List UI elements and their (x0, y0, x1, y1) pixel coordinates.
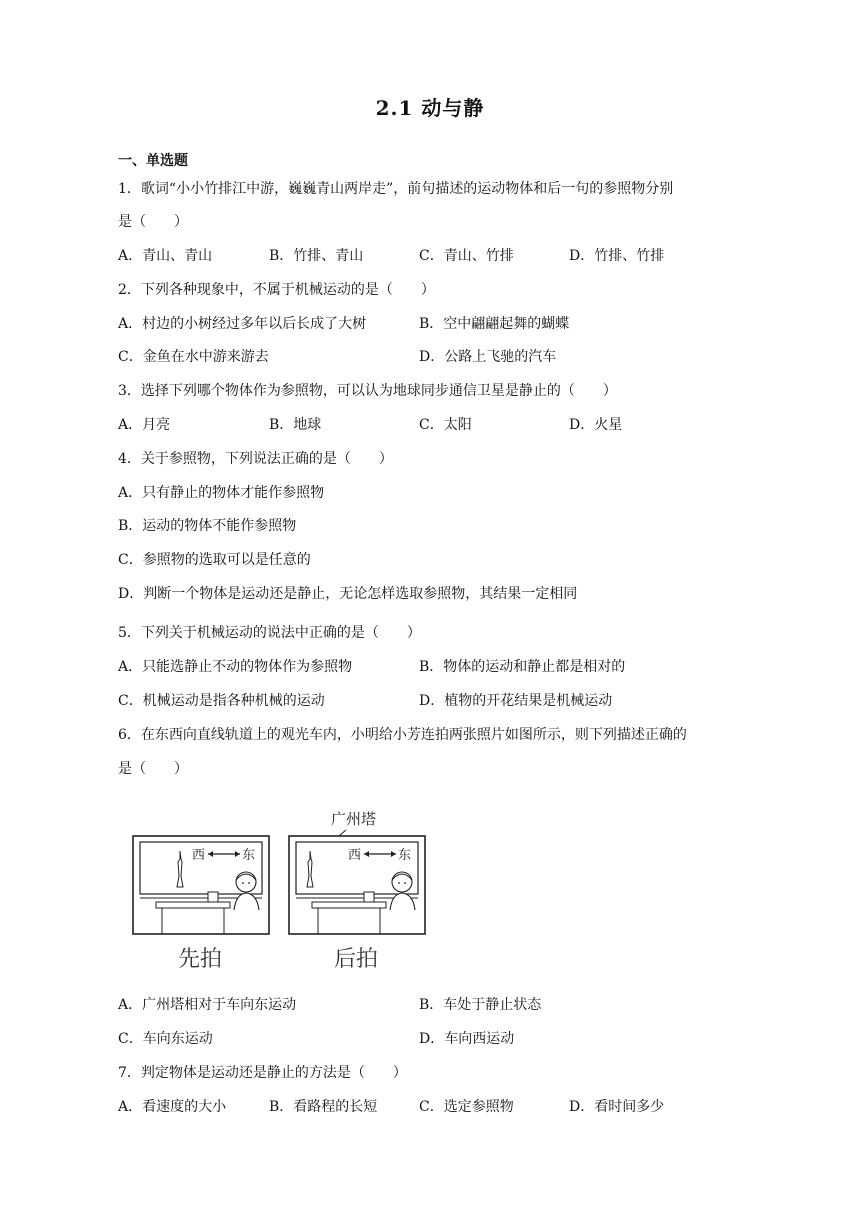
question-5-stem: 5．下列关于机械运动的说法中正确的是（ ） (118, 625, 421, 641)
q3-option-b: B．地球 (269, 417, 322, 433)
east-label: 东 (398, 848, 412, 863)
q5-option-b: B．物体的运动和静止都是相对的 (419, 659, 626, 675)
q1-option-b: B．竹排、青山 (269, 248, 364, 264)
question-3-stem: 3．选择下列哪个物体作为参照物，可以认为地球同步通信卫星是静止的（ ） (118, 383, 617, 399)
question-4-stem: 4．关于参照物，下列说法正确的是（ ） (118, 451, 393, 467)
q2-option-d: D．公路上飞驰的汽车 (419, 349, 557, 365)
west-label: 西 (348, 848, 362, 863)
table-icon (312, 902, 386, 908)
east-label: 东 (242, 848, 256, 863)
question-7-stem: 7．判定物体是运动还是静止的方法是（ ） (118, 1065, 407, 1081)
question-6-stem-cont: 是（ ） (118, 761, 188, 777)
q4-option-d: D．判断一个物体是运动还是静止，无论怎样选取参照物，其结果一定相同 (118, 586, 578, 602)
question-6-stem: 6．在东西向直线轨道上的观光车内，小明给小芳连拍两张照片如图所示，则下列描述正确的 (118, 727, 687, 743)
section-heading: 一、单选题 (118, 153, 188, 169)
q2-option-a: A．村边的小树经过多年以后长成了大树 (118, 316, 367, 332)
q4-option-a: A．只有静止的物体才能作参照物 (118, 485, 325, 501)
q1-option-c: C．青山、竹排 (419, 248, 514, 264)
q7-option-b: B．看路程的长短 (269, 1099, 378, 1115)
q6-option-d: D．车向西运动 (419, 1031, 515, 1047)
train-photos-diagram (126, 806, 446, 981)
photo-second (289, 836, 425, 934)
photo-first (133, 836, 269, 934)
q7-option-a: A．看速度的大小 (118, 1099, 227, 1115)
photo-figure (126, 806, 446, 981)
q2-option-c: C．金鱼在水中游来游去 (118, 349, 269, 365)
cup-icon (364, 892, 374, 902)
q6-option-c: C．车向东运动 (118, 1031, 213, 1047)
q5-option-a: A．只能选静止不动的物体作为参照物 (118, 659, 353, 675)
table-icon (156, 902, 230, 908)
question-2-stem: 2．下列各种现象中，不属于机械运动的是（ ） (118, 282, 435, 298)
caption-first: 先拍 (178, 947, 223, 972)
q4-option-c: C．参照物的选取可以是任意的 (118, 552, 311, 568)
q7-option-d: D．看时间多少 (569, 1099, 665, 1115)
q3-option-a: A．月亮 (118, 417, 171, 433)
q3-option-c: C．太阳 (419, 417, 472, 433)
west-label: 西 (192, 848, 206, 863)
q5-option-d: D．植物的开花结果是机械运动 (419, 693, 613, 709)
question-1-stem-cont: 是（ ） (118, 214, 188, 230)
tower-label: 广州塔 (331, 810, 377, 828)
q1-option-d: D．竹排、竹排 (569, 248, 665, 264)
q3-option-d: D．火星 (569, 417, 623, 433)
q5-option-c: C．机械运动是指各种机械的运动 (118, 693, 325, 709)
cup-icon (208, 892, 218, 902)
q1-option-a: A．青山、青山 (118, 248, 213, 264)
caption-second: 后拍 (334, 947, 379, 972)
q6-option-b: B．车处于静止状态 (419, 997, 542, 1013)
q6-option-a: A．广州塔相对于车向东运动 (118, 997, 297, 1013)
q4-option-b: B．运动的物体不能作参照物 (118, 518, 297, 534)
page-title: 2.1 动与静 (375, 96, 485, 120)
q7-option-c: C．选定参照物 (419, 1099, 514, 1115)
question-1-stem: 1．歌词“小小竹排江中游，巍巍青山两岸走”，前句描述的运动物体和后一句的参照物分别 (118, 181, 674, 197)
q2-option-b: B．空中翩翩起舞的蝴蝶 (419, 316, 570, 332)
